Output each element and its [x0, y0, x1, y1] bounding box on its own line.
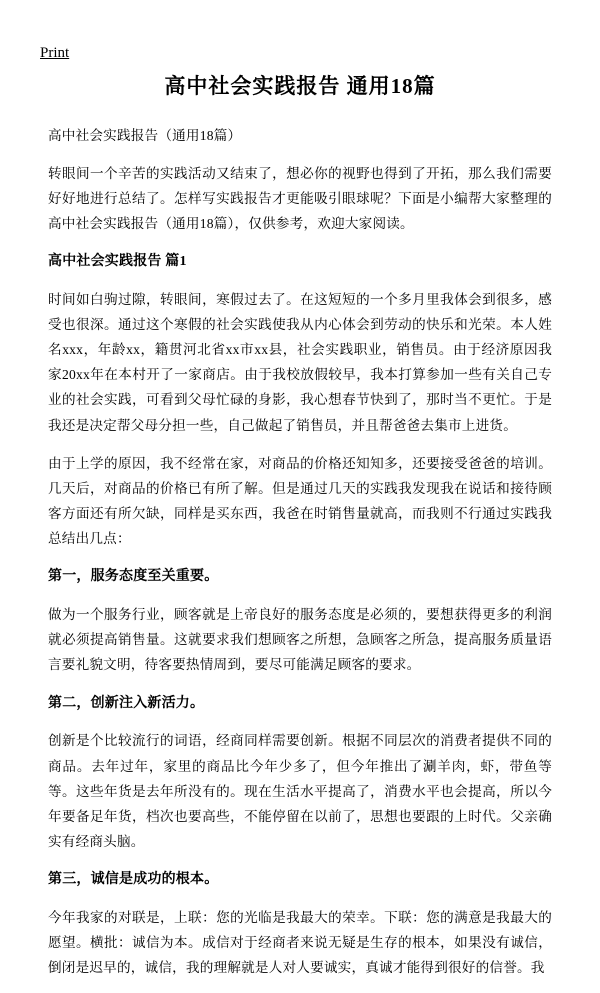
paragraph: 做为一个服务行业，顾客就是上帝良好的服务态度是必须的，要想获得更多的利润就必须提高销售量。这就要求我们想顾客之所想，急顾客之所急，提高服务质量语言要礼貌文明，待客要热情周到，要尽可能满足顾客的要求。 [48, 607, 552, 673]
paragraph: 由于上学的原因，我不经常在家，对商品的价格还知知多，还要接受爸爸的培训。几天后，对商品的价格已有所了解。但是通过几天的实践我发现我在说话和接待顾客方面还有所欠缺，同样是买东西，我爸在时销售量就高，而我则不行通过实践我总结出几点： [48, 455, 552, 547]
page-title: 高中社会实践报告 通用18篇 [164, 74, 436, 98]
section-heading: 第二，创新注入新活力。 [48, 695, 205, 711]
paragraph: 高中社会实践报告（通用18篇） [48, 128, 242, 144]
section-heading: 高中社会实践报告 篇1 [48, 253, 187, 269]
paragraph: 转眼间一个辛苦的实践活动又结束了，想必你的视野也得到了开拓，那么我们需要好好地进行总结了。怎样写实践报告才更能吸引眼球呢？下面是小编帮大家整理的高中社会实践报告（通用18篇），仅供参考，欢迎大家阅读。 [48, 165, 552, 231]
section-heading: 第三，诚信是成功的根本。 [48, 872, 219, 888]
section-heading: 第一，服务态度至关重要。 [48, 569, 219, 585]
paragraph: 今年我家的对联是，上联：您的光临是我最大的荣幸。下联：您的满意是我最大的愿望。横批：诚信为本。成信对于经商者来说无疑是生存的根本，如果没有诚信，倒闭是迟早的，诚信，我的理解就是人对人要诚实，真诚才能得到很好的信誉。我 [48, 910, 552, 976]
paragraph: 时间如白驹过隙，转眼间，寒假过去了。在这短短的一个多月里我体会到很多，感受也很深。通过这个寒假的社会实践使我从内心体会到劳动的快乐和光荣。本人姓名xxx，年龄xx，籍贯河北省xx市xx县，社会实践职业，销售员。由于经济原因我家20xx年在本村开了一家商店。由于我校放假较早，我本打算参加一些有关自己专业的社会实践，可看到父母忙碌的身影，我心想春节快到了，那时当不更忙。于是我还是决定帮父母分担一些，自己做起了销售员，并且帮爸爸去集市上进货。 [48, 291, 552, 433]
document-content [48, 72, 552, 993]
paragraph: 创新是个比较流行的词语，经商同样需要创新。根据不同层次的消费者提供不同的商品。去年过年，家里的商品比今年少多了，但今年推出了涮羊肉，虾，带鱼等等。这些年货是去年所没有的。现在生活水平提高了，消费水平也会提高，所以今年要备足年货，档次也要高些，不能停留在以前了，思想也要跟的上时代。父亲确实有经商头脑。 [48, 733, 552, 850]
print-link[interactable]: Print [40, 45, 70, 61]
